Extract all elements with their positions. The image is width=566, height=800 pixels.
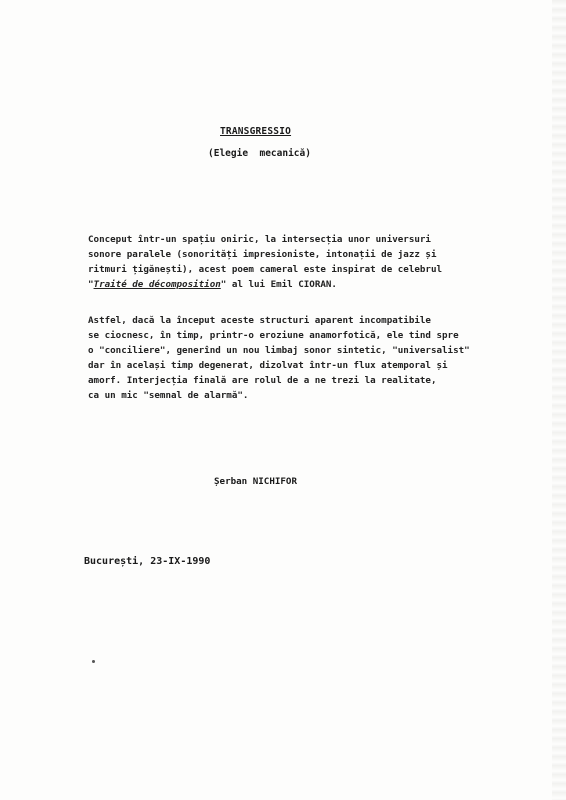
- quote-open: ": [88, 279, 94, 290]
- author-signature: Șerban NICHIFOR: [214, 476, 297, 487]
- paragraph-description: [88, 313, 518, 403]
- paragraph-line: sonore paralele (sonorități impresioniste, intonații de jazz și: [88, 249, 437, 260]
- paper-speck: [92, 660, 95, 663]
- paragraph-line: Astfel, dacă la început aceste structuri aparent incompatibile: [88, 315, 431, 326]
- quote-close-author: " al lui Emil CIORAN.: [220, 279, 337, 290]
- document-title: TRANSGRESSIO: [220, 126, 292, 137]
- paragraph-intro: [88, 232, 518, 292]
- paragraph-line: amorf. Interjecția finală are rolul de a ne trezi la realitate,: [88, 375, 437, 386]
- paragraph-line: dar în același timp degenerat, dizolvat într-un flux atemporal și: [88, 360, 448, 371]
- page-edge-shadow: [552, 0, 566, 800]
- paragraph-line: ritmuri țigănești), acest poem cameral este inspirat de celebrul: [88, 264, 443, 275]
- paragraph-line: Conceput într-un spațiu oniric, la intersecția unor universuri: [88, 234, 431, 245]
- paragraph-line: se ciocnesc, în timp, printr-o eroziune anamorfotică, ele tind spre: [88, 330, 459, 341]
- place-and-date: București, 23-IX-1990: [84, 556, 211, 567]
- paragraph-line: ca un mic "semnal de alarmă".: [88, 390, 249, 401]
- paragraph-line-with-title-reference: [88, 277, 518, 292]
- book-title-reference: Traité de décomposition: [93, 279, 221, 290]
- document-subtitle: (Elegie mecanică): [208, 148, 311, 159]
- paragraph-line: o "conciliere", generînd un nou limbaj sonor sintetic, "universalist": [88, 345, 470, 356]
